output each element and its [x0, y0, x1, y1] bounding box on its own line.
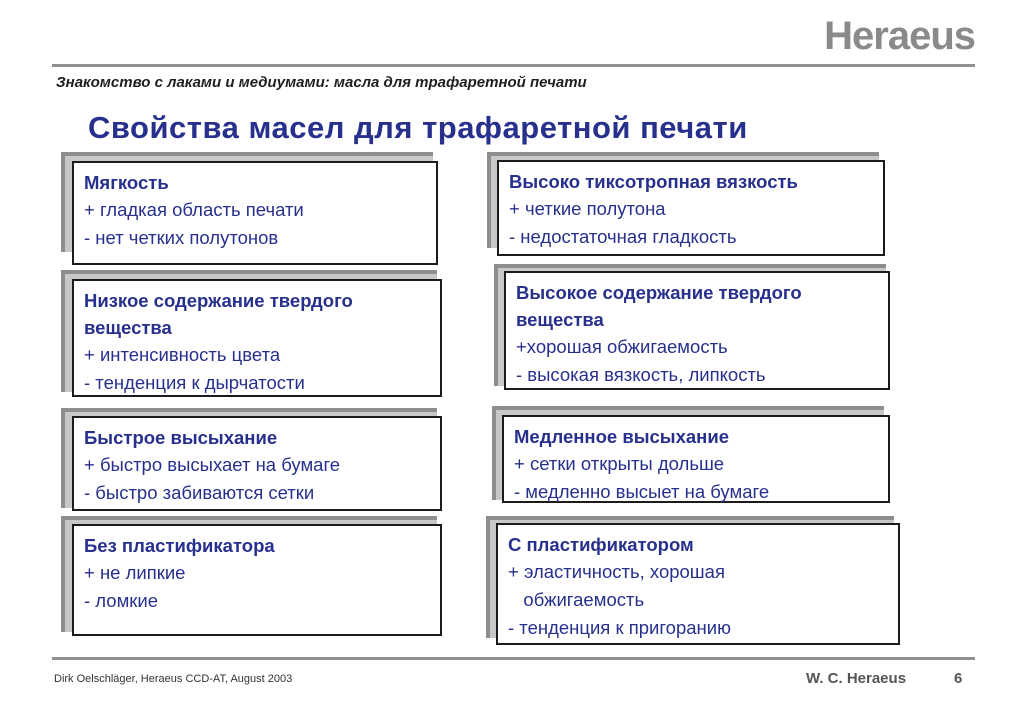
- slide-title: Свойства масел для трафаретной печати: [88, 110, 748, 145]
- card-line: + гладкая область печати: [84, 199, 304, 220]
- property-card-no-plasticizer: [72, 524, 442, 636]
- card-heading: Высоко тиксотропная вязкость: [509, 171, 798, 192]
- card-line: +хорошая обжигаемость: [516, 336, 728, 357]
- card-line: - нет четких полутонов: [84, 227, 279, 248]
- property-card-with-plasticizer: [496, 523, 900, 645]
- card-line: - высокая вязкость, липкость: [516, 364, 766, 385]
- property-card-fast-drying: [72, 416, 442, 511]
- card-line: обжигаемость: [508, 589, 645, 610]
- property-card-thixotropic: [497, 160, 885, 256]
- card-line: + быстро высыхает на бумаге: [84, 454, 341, 475]
- page-number: 6: [954, 670, 963, 687]
- card-heading: Мягкость: [84, 172, 169, 193]
- bottom-divider: [52, 657, 975, 660]
- card-line: + не липкие: [84, 562, 186, 583]
- card-line: - быстро забиваются сетки: [84, 482, 315, 503]
- card-line: + эластичность, хорошая: [508, 561, 725, 582]
- slide-subtitle: Знакомство с лаками и медиумами: масла для трафаретной печати: [56, 74, 587, 91]
- card-line: - недостаточная гладкость: [509, 226, 737, 247]
- footer-author: Dirk Oelschläger, Heraeus CCD-AT, August 2003: [54, 673, 293, 685]
- card-line: + сетки открыты дольше: [514, 453, 725, 474]
- card-heading: Быстрое высыхание: [84, 427, 278, 448]
- heraeus-logo: Heraeus: [824, 14, 975, 58]
- property-card-low-solids: [72, 279, 442, 397]
- card-line: - тенденция к пригоранию: [508, 617, 731, 638]
- card-heading: С пластификатором: [508, 534, 694, 555]
- card-line: - тенденция к дырчатости: [84, 372, 305, 393]
- property-card-softness: [72, 161, 438, 265]
- top-divider: [52, 64, 975, 67]
- card-line: + интенсивность цвета: [84, 344, 281, 365]
- card-heading: Медленное высыхание: [514, 426, 729, 447]
- card-heading: Без пластификатора: [84, 535, 275, 556]
- card-heading: Низкое содержание твердого вещества: [84, 290, 353, 338]
- card-line: - медленно высыет на бумаге: [514, 481, 770, 502]
- card-heading: Высокое содержание твердого вещества: [516, 282, 802, 330]
- property-card-high-solids: [504, 271, 890, 390]
- property-card-slow-drying: [502, 415, 890, 503]
- card-line: + четкие полутона: [509, 198, 666, 219]
- card-line: - ломкие: [84, 590, 159, 611]
- footer-company: W. C. Heraeus: [806, 670, 907, 687]
